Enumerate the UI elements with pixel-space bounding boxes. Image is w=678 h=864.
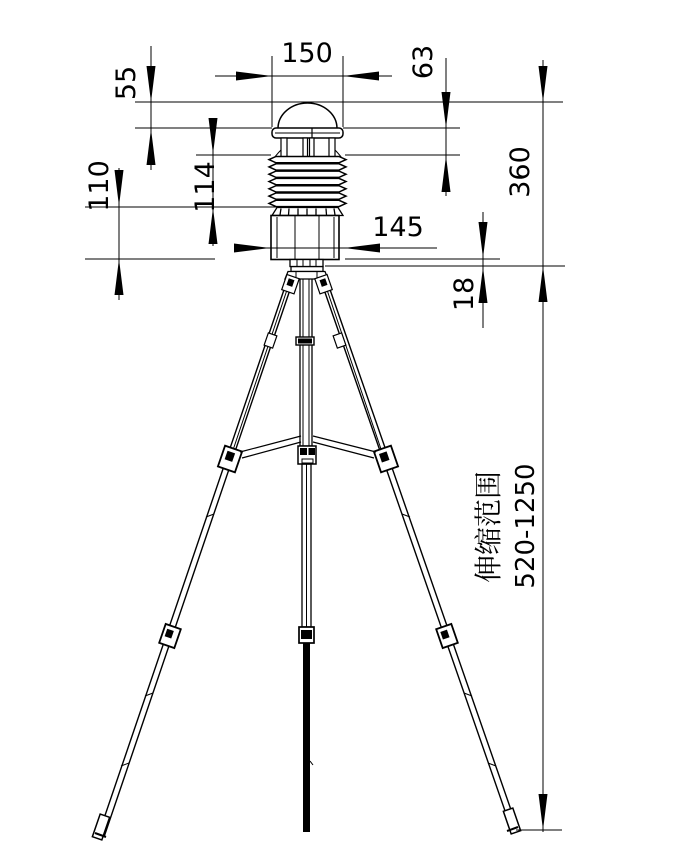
dim-label-dome-height: 55	[111, 65, 142, 101]
dim-label-sensor-total-height: 360	[505, 146, 536, 198]
dim-label-cap-to-louver: 63	[408, 44, 439, 80]
dim-label-cap-width: 150	[281, 38, 333, 69]
brace-hub	[298, 446, 316, 464]
dim-label-body-width: 145	[372, 212, 424, 243]
mount-adapter	[290, 260, 323, 267]
sensor-body	[271, 216, 339, 260]
dim-label-body-section: 110	[84, 160, 115, 212]
column-joint-collar	[296, 337, 314, 345]
knurled-collar	[272, 208, 343, 216]
dim-label-telescopic-value: 520-1250	[511, 463, 541, 589]
sensor-unit	[269, 103, 346, 267]
dim-label-louver-stack: 114	[190, 161, 221, 213]
louver-stack	[269, 157, 346, 207]
lower-column-solid	[303, 643, 310, 832]
sensor-posts	[274, 138, 342, 158]
column-lock-collar	[299, 627, 314, 643]
sensor-cap	[272, 128, 343, 138]
dim-label-telescopic-text: 伸缩范围	[472, 470, 505, 584]
dim-label-adapter-height: 18	[449, 276, 480, 312]
